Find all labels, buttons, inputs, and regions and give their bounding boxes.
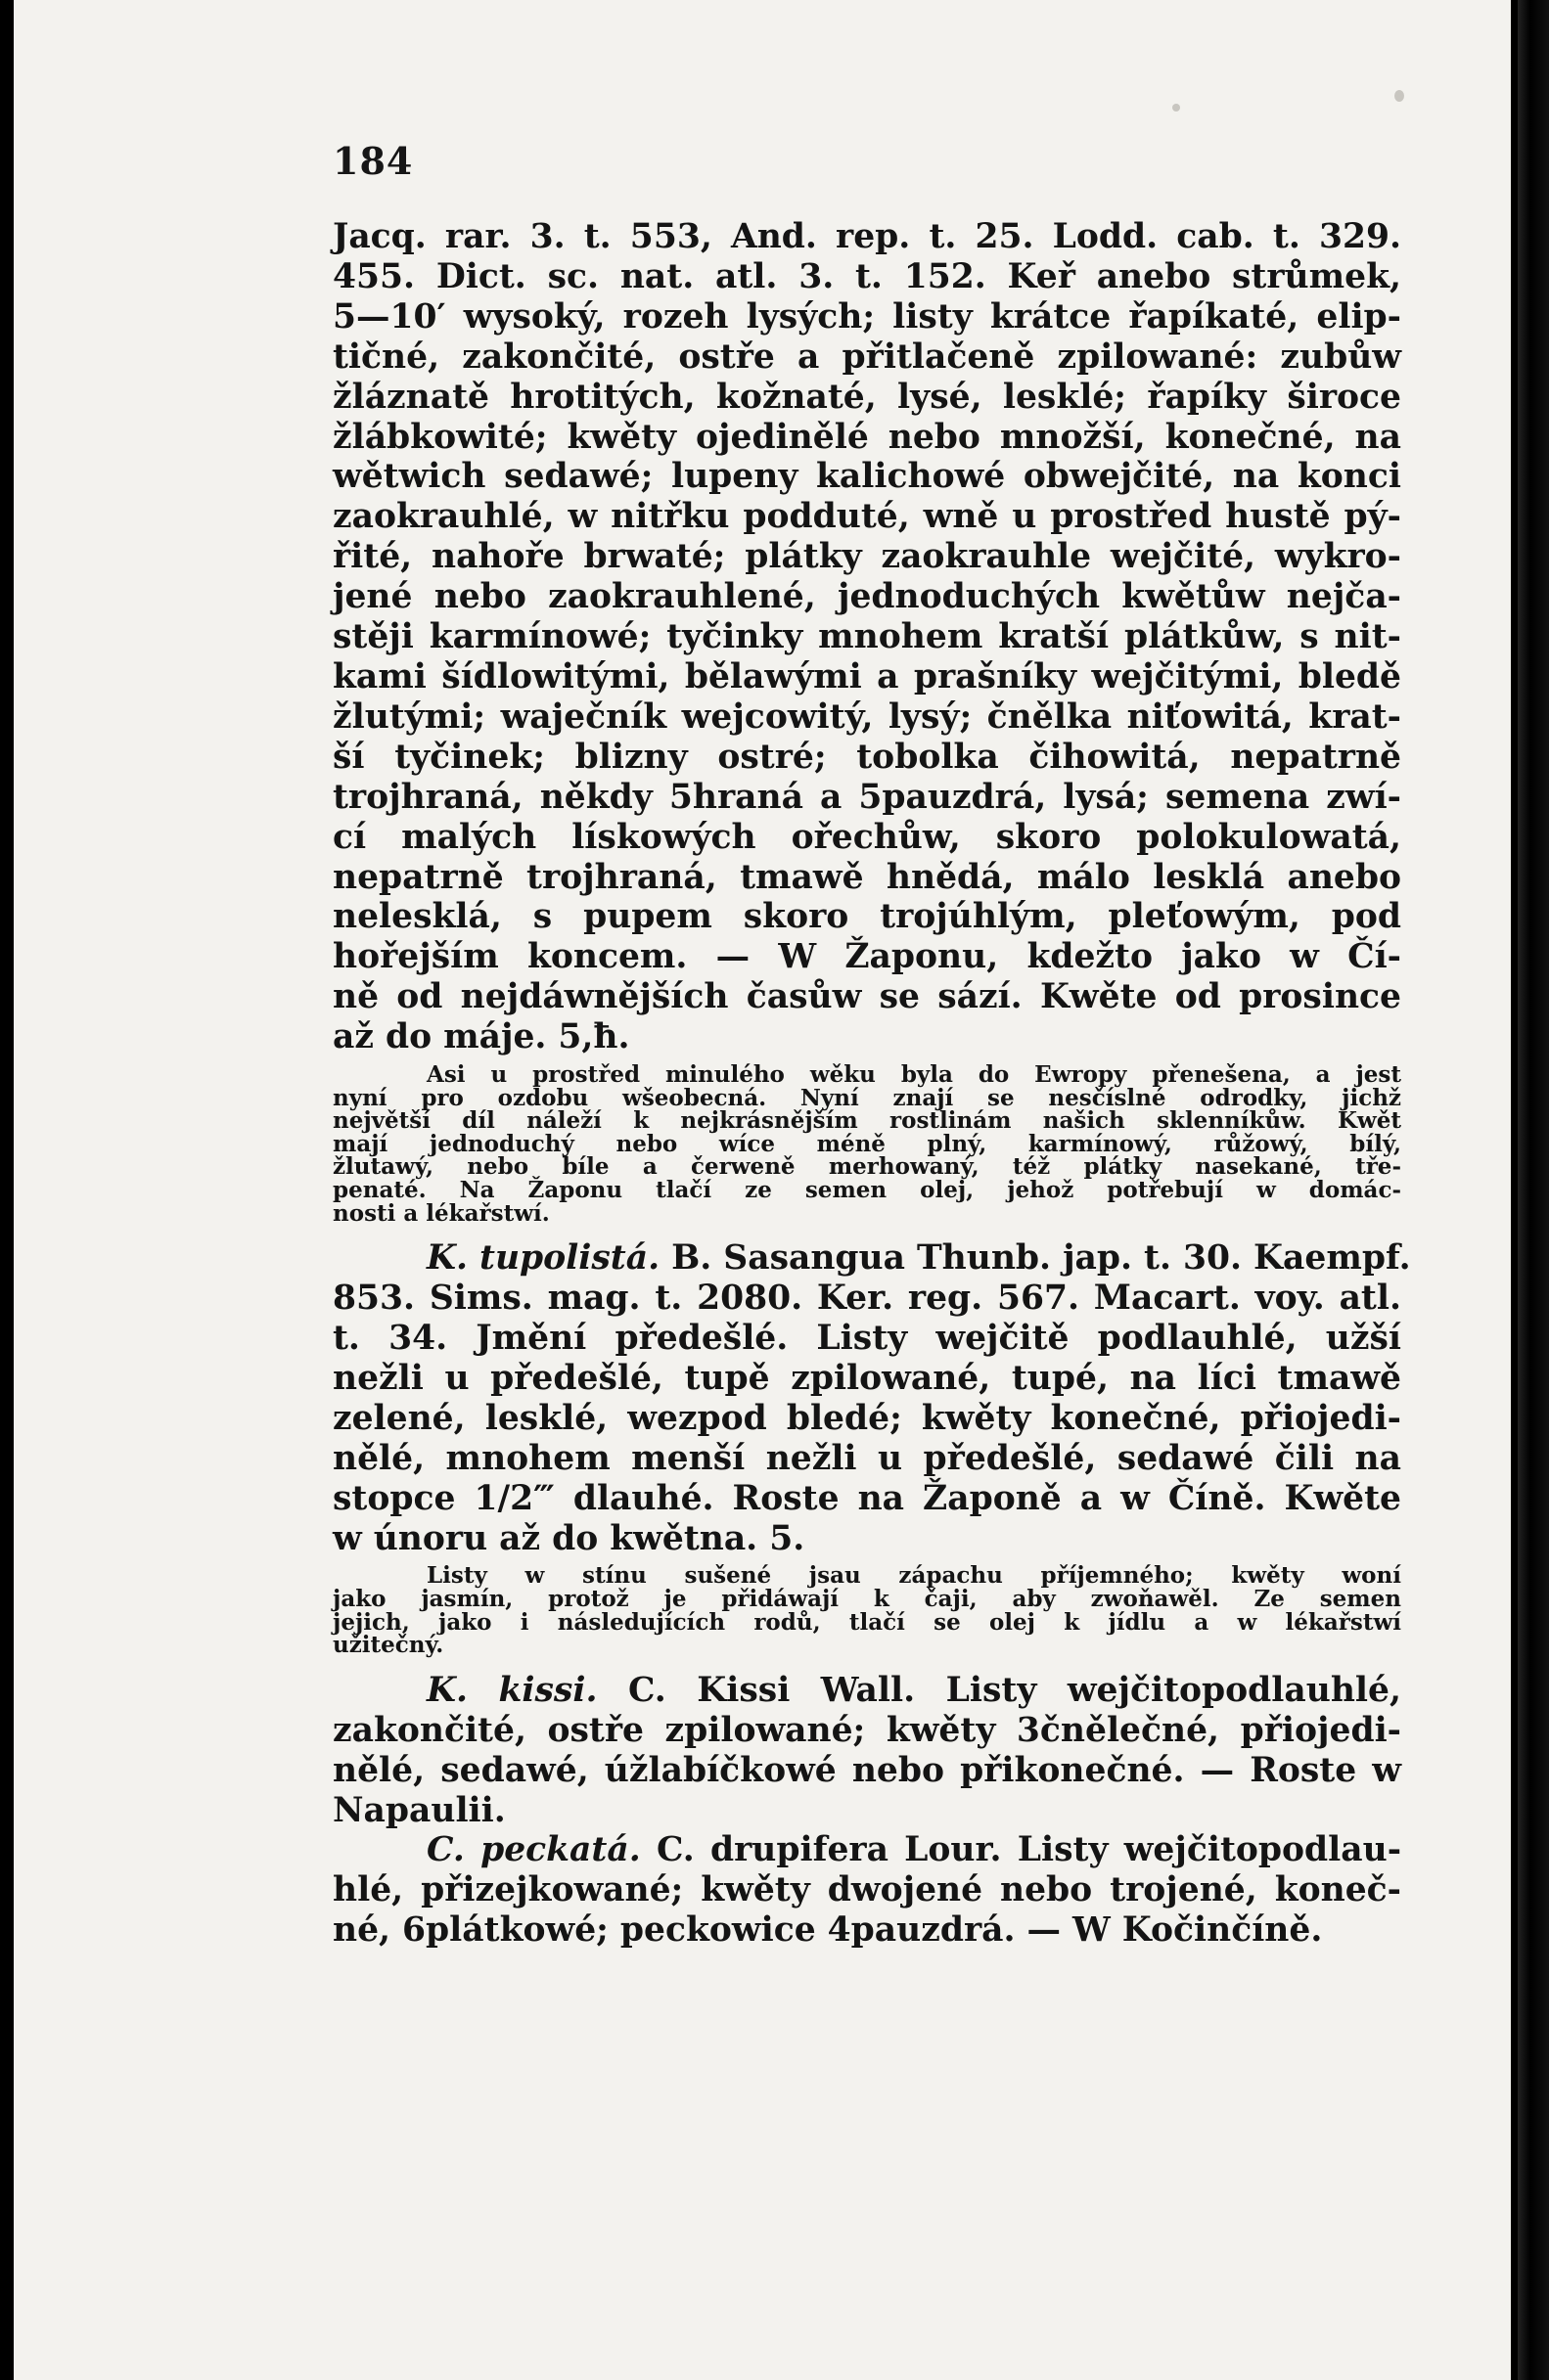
page-text	[333, 217, 1411, 1951]
text-line: wětwich sedawé; lupeny kalichowé obwejčité, na konci	[333, 457, 1401, 497]
species-heading: K. kissi.	[427, 1670, 598, 1710]
entry-camellia-sasanqua	[333, 1238, 1411, 1558]
text-line: né, 6plátkowé; peckowice 4pauzdrá. — W Kočinčíně.	[333, 1910, 1323, 1951]
text-line: jené nebo zaokrauhlené, jednoduchých kwětůw nejča-	[333, 577, 1401, 617]
note-line: jejich, jako i následujících rodů, tlačí se olej k jídlu a w lékařstwí	[333, 1608, 1401, 1636]
page-number: 184	[333, 139, 414, 183]
note-line: Asi u prostřed minulého wěku byla do Ewropy přenešena, a jest	[427, 1061, 1401, 1089]
text-line: žláznatě hrotitých, kožnaté, lysé, lesklé; řapíky široce	[333, 377, 1401, 417]
text-line	[333, 1830, 1401, 1870]
text-span: B. Sasangua Thunb. jap. t. 30. Kaempf.	[671, 1238, 1411, 1279]
paper-speck	[1394, 90, 1404, 102]
note-line: jako jasmín, protož je přidáwají k čaji, aby zwoňawěl. Ze semen	[333, 1586, 1401, 1613]
note-line: největší díl náleží k nejkrásnějším rostlinám našich sklenníkůw. Kwět	[333, 1107, 1401, 1135]
text-line: trojhraná, někdy 5hraná a 5pauzdrá, lysá; semena zwí-	[333, 777, 1401, 817]
text-line: stěji karmínowé; tyčinky mnohem kratší plátkůw, s nit-	[333, 617, 1401, 657]
text-line: cí malých lískowých ořechůw, skoro polokulowatá,	[333, 817, 1401, 857]
text-line: ně od nejdáwnějších časůw se sází. Kwěte od prosince	[333, 977, 1401, 1017]
footnote-sasanqua	[333, 1562, 1401, 1659]
text-line: stopce 1/2‴ dlauhé. Roste na Žaponě a w Číně. Kwěte	[333, 1478, 1401, 1518]
species-heading: K. tupolistá.	[427, 1238, 661, 1279]
text-line: nělé, mnohem menší nežli u předešlé, sedawé čili na	[333, 1438, 1401, 1478]
text-line: až do máje. 5,ħ.	[333, 1017, 630, 1057]
species-heading: C. peckatá.	[427, 1830, 641, 1870]
text-line: Napaulii.	[333, 1790, 506, 1830]
text-line: ší tyčinek; blizny ostré; tobolka čihowitá, nepatrně	[333, 737, 1401, 777]
text-line: 853. Sims. mag. t. 2080. Ker. reg. 567. Macart. voy. atl.	[333, 1279, 1401, 1319]
text-line: hlé, přizejkowané; kwěty dwojené nebo trojené, koneč-	[333, 1870, 1401, 1910]
text-line: nělé, sedawé, úžlabíčkowé nebo přikonečné. — Roste w	[333, 1750, 1401, 1790]
text-line: zakončité, ostře zpilowané; kwěty 3čnělečné, přiojedi-	[333, 1710, 1401, 1750]
entry-camellia-drupifera	[333, 1830, 1401, 1951]
footnote-japonica	[333, 1063, 1401, 1225]
text-line: 5—10′ wysoký, rozeh lysých; listy krátce řapíkaté, elip-	[333, 296, 1401, 337]
note-line: nosti a lékařstwí.	[333, 1199, 550, 1227]
note-line: užitečný.	[333, 1632, 444, 1659]
note-line: penaté. Na Žaponu tlačí ze semen olej, jehož potřebují w domác-	[333, 1177, 1401, 1203]
paper-speck	[1172, 104, 1180, 112]
text-line: zaokrauhlé, w nitřku podduté, wně u prostřed hustě pý-	[333, 497, 1401, 537]
text-line	[333, 1238, 1411, 1279]
text-line: hořejším koncem. — W Žaponu, kdežto jako w Čí-	[333, 937, 1401, 977]
text-line: Jacq. rar. 3. t. 553, And. rep. t. 25. Lodd. cab. t. 329.	[333, 217, 1401, 256]
text-line: w únoru až do kwětna. 5.	[333, 1518, 805, 1558]
text-line: t. 34. Jmění předešlé. Listy wejčitě podlauhlé, užší	[333, 1319, 1401, 1358]
text-line: tičné, zakončité, ostře a přitlačeně zpilowané: zubůw	[333, 337, 1401, 377]
text-line: nepatrně trojhraná, tmawě hnědá, málo lesklá anebo	[333, 857, 1401, 897]
note-line: nyní pro ozdobu wšeobecná. Nyní znají se nesčíslné odrodky, jichž	[333, 1084, 1401, 1111]
entry-camellia-japonica	[333, 217, 1401, 1057]
text-line: nelesklá, s pupem skoro trojúhlým, pleťowým, pod	[333, 897, 1401, 937]
entry-camellia-kissi	[333, 1671, 1401, 1831]
note-line: Listy w stínu sušené jsau zápachu příjemného; kwěty woní	[427, 1562, 1401, 1590]
text-line: 455. Dict. sc. nat. atl. 3. t. 152. Keř anebo strůmek,	[333, 256, 1401, 296]
text-line: nežli u předešlé, tupě zpilowané, tupé, na líci tmawě	[333, 1358, 1401, 1398]
text-line: žlutými; waječník wejcowitý, lysý; čnělka niťowitá, krat-	[333, 696, 1401, 737]
text-line: žlábkowité; kwěty ojedinělé nebo množší, konečné, na	[333, 417, 1401, 457]
note-line: mají jednoduchý nebo wíce méně plný, karmínowý, růžowý, bílý,	[333, 1130, 1401, 1157]
text-line: kami šídlowitými, bělawými a prašníky wejčitými, bledě	[333, 656, 1401, 696]
text-span: C. drupifera Lour. Listy wejčitopodlau-	[656, 1830, 1402, 1870]
note-line: žlutawý, nebo bíle a čerweně merhowaný, též plátky nasekané, tře-	[333, 1153, 1401, 1181]
text-line: řité, nahoře brwaté; plátky zaokrauhle wejčité, wykro-	[333, 537, 1401, 577]
text-span: C. Kissi Wall. Listy wejčitopodlauhlé,	[627, 1670, 1401, 1710]
scan-edge	[1518, 0, 1549, 2380]
text-line: zelené, lesklé, wezpod bledé; kwěty konečné, přiojedi-	[333, 1398, 1401, 1438]
text-line	[333, 1671, 1401, 1711]
